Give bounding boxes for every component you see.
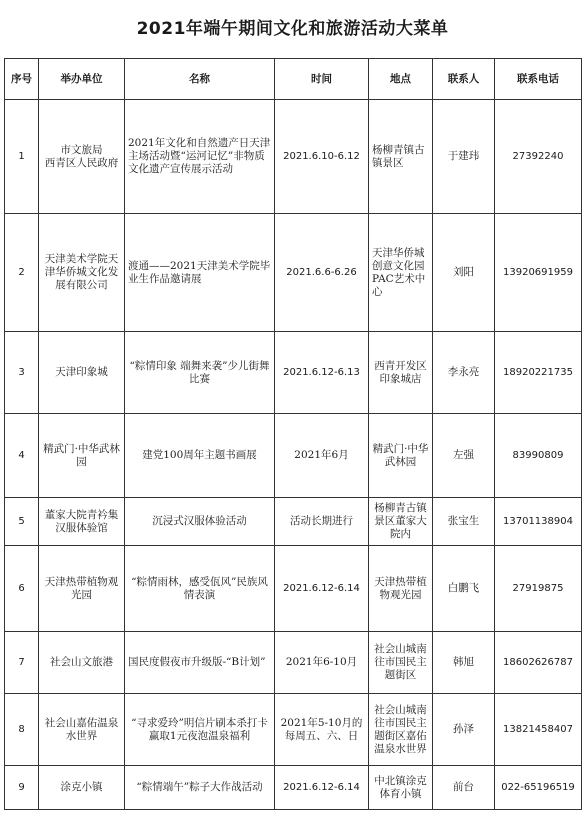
cell-time: 2021年6-10月 [275,632,369,694]
cell-org: 天津美术学院天津华侨城文化发展有限公司 [39,214,125,332]
cell-time: 2021年5-10月的每周五、六、日 [275,694,369,766]
cell-time: 2021年6月 [275,414,369,498]
header-contact: 联系人 [433,59,495,100]
header-phone: 联系电话 [495,59,582,100]
cell-phone: 83990809 [495,414,582,498]
cell-name: “寻求爱玲”明信片刷本杀打卡赢取1元夜泡温泉福利 [125,694,275,766]
cell-contact: 左强 [433,414,495,498]
table-row [5,766,582,810]
cell-contact: 孙泽 [433,694,495,766]
header-name: 名称 [125,59,275,100]
cell-no: 5 [5,498,39,546]
table-header-row [5,59,582,100]
cell-org: 涂克小镇 [39,766,125,810]
cell-time: 2021.6.12-6.14 [275,546,369,632]
cell-contact: 韩旭 [433,632,495,694]
cell-name: 国民度假夜市升级版-“B计划” [125,632,275,694]
cell-no: 1 [5,100,39,214]
cell-no: 7 [5,632,39,694]
cell-name: “粽情端午”粽子大作战活动 [125,766,275,810]
header-org: 举办单位 [39,59,125,100]
cell-place: 杨柳青镇古镇景区 [369,100,433,214]
cell-place: 天津热带植物观光园 [369,546,433,632]
table-row [5,214,582,332]
table-row [5,414,582,498]
cell-name: 2021年文化和自然遗产日天津主场活动暨“运河记忆”非物质文化遗产宣传展示活动 [125,100,275,214]
cell-place: 西青开发区印象城店 [369,332,433,414]
cell-place: 中北镇涂克体育小镇 [369,766,433,810]
header-no: 序号 [5,59,39,100]
page-title: 2021年端午期间文化和旅游活动大菜单 [136,19,449,39]
cell-no: 6 [5,546,39,632]
cell-phone: 27392240 [495,100,582,214]
cell-no: 8 [5,694,39,766]
cell-name: 沉浸式汉服体验活动 [125,498,275,546]
activity-table [4,58,582,810]
cell-time: 2021.6.12-6.14 [275,766,369,810]
cell-org: 天津热带植物观光园 [39,546,125,632]
cell-phone: 27919875 [495,546,582,632]
cell-contact: 刘阳 [433,214,495,332]
cell-phone: 13920691959 [495,214,582,332]
cell-org: 市文旅局 西青区人民政府 [39,100,125,214]
cell-time: 活动长期进行 [275,498,369,546]
cell-org: 社会山嘉佑温泉水世界 [39,694,125,766]
header-time: 时间 [275,59,369,100]
table-row [5,100,582,214]
cell-org: 精武门·中华武林园 [39,414,125,498]
cell-no: 3 [5,332,39,414]
cell-phone: 022-65196519 [495,766,582,810]
cell-no: 2 [5,214,39,332]
table-row [5,694,582,766]
cell-place: 社会山城南往市国民主题街区嘉佑温泉水世界 [369,694,433,766]
cell-org: 社会山文旅港 [39,632,125,694]
cell-no: 4 [5,414,39,498]
cell-name: “粽情印象 端舞来袭”少儿街舞比赛 [125,332,275,414]
table-row [5,332,582,414]
cell-contact: 李永亮 [433,332,495,414]
cell-name: 建党100周年主题书画展 [125,414,275,498]
cell-org: 董家大院青衿集汉服体验馆 [39,498,125,546]
header-place: 地点 [369,59,433,100]
table-row [5,498,582,546]
cell-contact: 于建玮 [433,100,495,214]
cell-time: 2021.6.6-6.26 [275,214,369,332]
cell-org: 天津印象城 [39,332,125,414]
cell-place: 杨柳青古镇景区董家大院内 [369,498,433,546]
cell-phone: 13821458407 [495,694,582,766]
cell-place: 社会山城南往市国民主题街区 [369,632,433,694]
cell-name: 渡通——2021天津美术学院毕业生作品邀请展 [125,214,275,332]
cell-contact: 前台 [433,766,495,810]
cell-contact: 白鹏飞 [433,546,495,632]
cell-contact: 张宝生 [433,498,495,546]
cell-no: 9 [5,766,39,810]
cell-place: 精武门·中华武林园 [369,414,433,498]
table-row [5,632,582,694]
cell-time: 2021.6.10-6.12 [275,100,369,214]
cell-name: “粽情雨林，感受佤风”民族风情表演 [125,546,275,632]
cell-place: 天津华侨城创意文化园PAC艺术中心 [369,214,433,332]
cell-time: 2021.6.12-6.13 [275,332,369,414]
table-row [5,546,582,632]
cell-phone: 13701138904 [495,498,582,546]
cell-phone: 18920221735 [495,332,582,414]
cell-phone: 18602626787 [495,632,582,694]
